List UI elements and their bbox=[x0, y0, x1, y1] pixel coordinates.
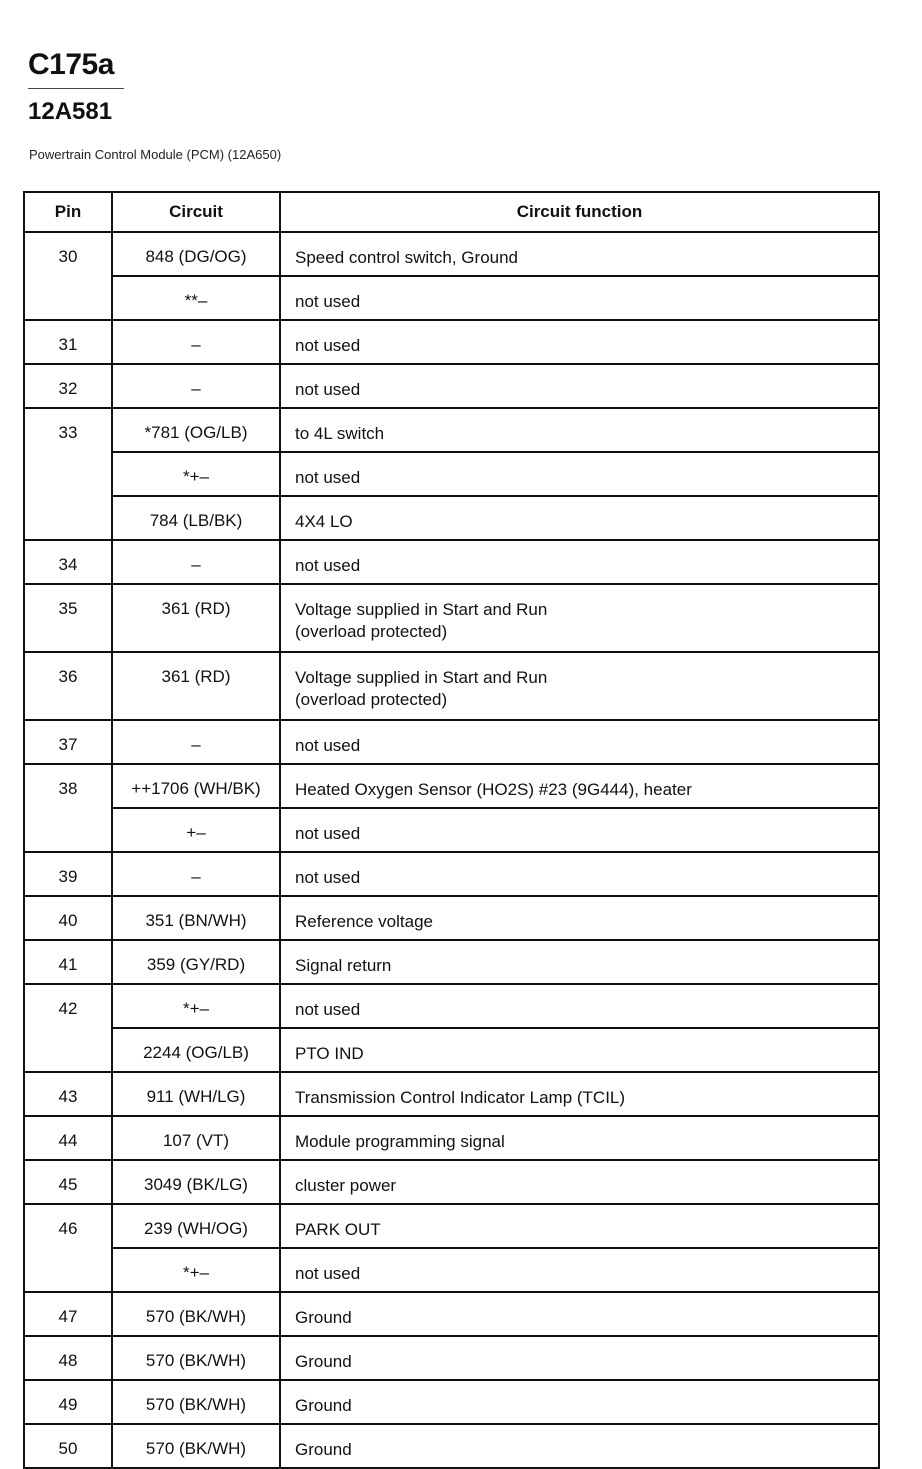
function-cell: Heated Oxygen Sensor (HO2S) #23 (9G444), heater bbox=[280, 764, 879, 808]
table-row bbox=[24, 1116, 879, 1160]
table-row bbox=[24, 1336, 879, 1380]
column-header-pin: Pin bbox=[24, 192, 112, 232]
circuit-cell: 570 (BK/WH) bbox=[112, 1380, 280, 1424]
table-row bbox=[24, 276, 879, 320]
circuit-cell: 570 (BK/WH) bbox=[112, 1424, 280, 1468]
pin-cell: 42 bbox=[24, 984, 112, 1072]
function-cell: not used bbox=[280, 452, 879, 496]
circuit-cell: 3049 (BK/LG) bbox=[112, 1160, 280, 1204]
column-header-circuit: Circuit bbox=[112, 192, 280, 232]
circuit-cell: 239 (WH/OG) bbox=[112, 1204, 280, 1248]
pin-cell: 33 bbox=[24, 408, 112, 540]
function-cell: Speed control switch, Ground bbox=[280, 232, 879, 276]
table-row bbox=[24, 852, 879, 896]
table-row bbox=[24, 984, 879, 1028]
table-row bbox=[24, 1424, 879, 1468]
function-cell: Ground bbox=[280, 1292, 879, 1336]
pin-cell: 48 bbox=[24, 1336, 112, 1380]
pin-cell: 38 bbox=[24, 764, 112, 852]
table-row bbox=[24, 1072, 879, 1116]
circuit-cell: +– bbox=[112, 808, 280, 852]
column-header-function: Circuit function bbox=[280, 192, 879, 232]
table-row bbox=[24, 940, 879, 984]
function-cell: Ground bbox=[280, 1424, 879, 1468]
function-cell: not used bbox=[280, 540, 879, 584]
function-cell bbox=[280, 652, 879, 720]
circuit-cell: 784 (LB/BK) bbox=[112, 496, 280, 540]
function-cell: PARK OUT bbox=[280, 1204, 879, 1248]
circuit-cell: – bbox=[112, 320, 280, 364]
function-cell: PTO IND bbox=[280, 1028, 879, 1072]
table-row bbox=[24, 232, 879, 276]
circuit-cell: *+– bbox=[112, 1248, 280, 1292]
function-cell: Ground bbox=[280, 1380, 879, 1424]
circuit-cell: ++1706 (WH/BK) bbox=[112, 764, 280, 808]
table-row bbox=[24, 584, 879, 652]
function-cell: 4X4 LO bbox=[280, 496, 879, 540]
pin-cell: 50 bbox=[24, 1424, 112, 1468]
circuit-cell: 570 (BK/WH) bbox=[112, 1336, 280, 1380]
circuit-cell: 107 (VT) bbox=[112, 1116, 280, 1160]
table-row bbox=[24, 720, 879, 764]
circuit-cell: *781 (OG/LB) bbox=[112, 408, 280, 452]
function-cell: not used bbox=[280, 984, 879, 1028]
table-header-row bbox=[24, 192, 879, 232]
function-line-2: (overload protected) bbox=[295, 622, 448, 641]
function-line-2: (overload protected) bbox=[295, 690, 448, 709]
function-cell: not used bbox=[280, 320, 879, 364]
pinout-table bbox=[23, 191, 880, 1469]
circuit-cell: – bbox=[112, 540, 280, 584]
pin-cell: 37 bbox=[24, 720, 112, 764]
circuit-cell: – bbox=[112, 720, 280, 764]
pin-cell: 46 bbox=[24, 1204, 112, 1292]
circuit-cell: *+– bbox=[112, 984, 280, 1028]
table-row bbox=[24, 1204, 879, 1248]
pin-cell: 41 bbox=[24, 940, 112, 984]
function-cell: not used bbox=[280, 1248, 879, 1292]
circuit-cell: 361 (RD) bbox=[112, 652, 280, 720]
function-cell: not used bbox=[280, 720, 879, 764]
table-row bbox=[24, 364, 879, 408]
table-row bbox=[24, 764, 879, 808]
function-line-1: Voltage supplied in Start and Run bbox=[295, 668, 548, 687]
function-cell: not used bbox=[280, 852, 879, 896]
circuit-cell: 359 (GY/RD) bbox=[112, 940, 280, 984]
table-row bbox=[24, 1028, 879, 1072]
function-cell: not used bbox=[280, 276, 879, 320]
function-cell: not used bbox=[280, 808, 879, 852]
connector-title: C175a bbox=[28, 48, 114, 81]
circuit-cell: – bbox=[112, 364, 280, 408]
circuit-cell: 911 (WH/LG) bbox=[112, 1072, 280, 1116]
table-row bbox=[24, 652, 879, 720]
module-description: Powertrain Control Module (PCM) (12A650) bbox=[29, 147, 282, 162]
function-cell: Reference voltage bbox=[280, 896, 879, 940]
pin-cell: 47 bbox=[24, 1292, 112, 1336]
title-underline bbox=[28, 88, 124, 89]
pin-cell: 43 bbox=[24, 1072, 112, 1116]
function-cell: Module programming signal bbox=[280, 1116, 879, 1160]
function-cell: to 4L switch bbox=[280, 408, 879, 452]
pin-cell: 35 bbox=[24, 584, 112, 652]
function-cell: Ground bbox=[280, 1336, 879, 1380]
table-row bbox=[24, 896, 879, 940]
table-row bbox=[24, 1380, 879, 1424]
pin-cell: 30 bbox=[24, 232, 112, 320]
circuit-cell: 570 (BK/WH) bbox=[112, 1292, 280, 1336]
circuit-cell: 848 (DG/OG) bbox=[112, 232, 280, 276]
pin-cell: 36 bbox=[24, 652, 112, 720]
pin-cell: 40 bbox=[24, 896, 112, 940]
circuit-cell: 361 (RD) bbox=[112, 584, 280, 652]
circuit-cell: 2244 (OG/LB) bbox=[112, 1028, 280, 1072]
function-cell: not used bbox=[280, 364, 879, 408]
pin-cell: 45 bbox=[24, 1160, 112, 1204]
pin-cell: 44 bbox=[24, 1116, 112, 1160]
circuit-cell: 351 (BN/WH) bbox=[112, 896, 280, 940]
function-cell: Transmission Control Indicator Lamp (TCIL) bbox=[280, 1072, 879, 1116]
table-row bbox=[24, 408, 879, 452]
circuit-cell: – bbox=[112, 852, 280, 896]
table-row bbox=[24, 1160, 879, 1204]
circuit-cell: **– bbox=[112, 276, 280, 320]
table-row bbox=[24, 1248, 879, 1292]
pin-cell: 32 bbox=[24, 364, 112, 408]
function-cell: Signal return bbox=[280, 940, 879, 984]
pin-cell: 34 bbox=[24, 540, 112, 584]
table-row bbox=[24, 1292, 879, 1336]
table-row bbox=[24, 496, 879, 540]
table-row bbox=[24, 320, 879, 364]
table-row bbox=[24, 540, 879, 584]
table-row bbox=[24, 808, 879, 852]
pin-cell: 31 bbox=[24, 320, 112, 364]
pin-cell: 49 bbox=[24, 1380, 112, 1424]
part-number: 12A581 bbox=[28, 98, 113, 125]
function-cell bbox=[280, 584, 879, 652]
circuit-cell: *+– bbox=[112, 452, 280, 496]
table-row bbox=[24, 452, 879, 496]
pin-cell: 39 bbox=[24, 852, 112, 896]
function-cell: cluster power bbox=[280, 1160, 879, 1204]
function-line-1: Voltage supplied in Start and Run bbox=[295, 600, 548, 619]
